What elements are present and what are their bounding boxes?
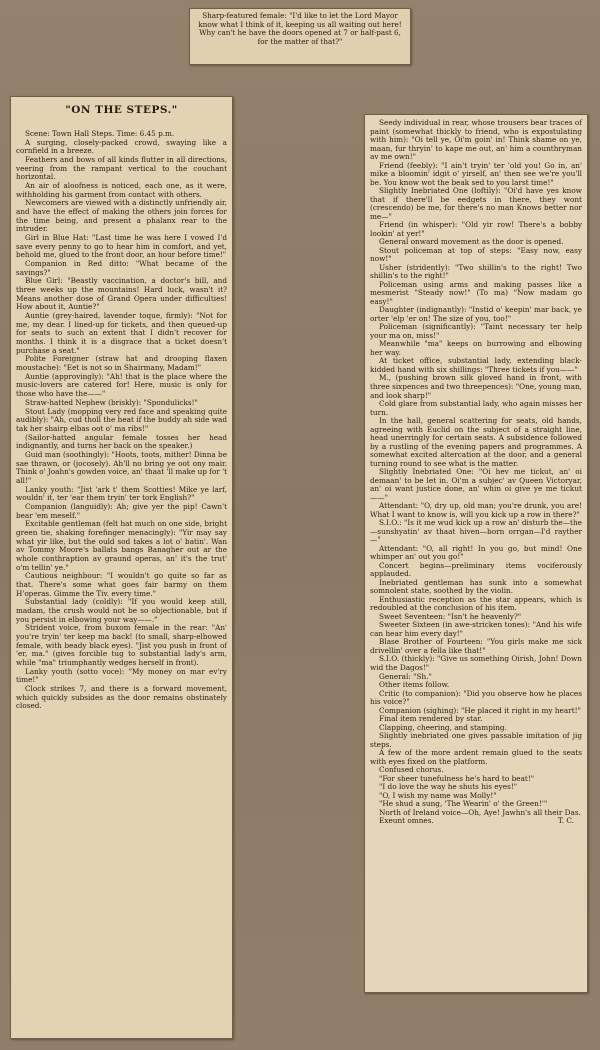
article-right-clipping — [364, 114, 588, 993]
paragraph: Policeman (significantly): "Taint necessary ter help your ma on, miss!" — [370, 322, 582, 340]
paragraph: Guid man (soothingly): "Hoots, toots, mither! Dinna be sae thrawn, or (jocosely). Ah'll no bring ye oot ony mair. Think o' Joahn's gowden voice, an' thaat 'll make up for 't all!" — [16, 449, 227, 485]
paragraph: Friend (in whisper): "Old yir row! There's a bobby lookin' at yer!" — [370, 220, 582, 238]
paragraph: "He shud a sung, 'The Wearin' o' the Green!'" — [379, 799, 548, 809]
paragraph: Inebriated gentleman has sunk into a somewhat somnolent state, soothed by the violin. — [370, 577, 582, 596]
top-clipping — [189, 8, 411, 65]
paragraph: Daughter (indignantly): "Instid o' keepin' mar back, ye orter 'elp 'er on! The size of you, too!" — [370, 305, 582, 323]
paragraph: Final item rendered by star. — [379, 714, 483, 724]
paragraph: Sweet Seventeen: "Isn't he heavenly?" — [379, 611, 522, 621]
top-clipping-text: Sharp-featured female: "I'd like to let the Lord Mayor know what I think of it, keeping us all waiting out here! Why can't he have the doors opened at 7 or half-past 6, for the matter of that?" — [198, 11, 402, 46]
paragraph: Slightly inebriated one gives passable imitation of jig steps. — [370, 731, 582, 749]
paragraph: Clapping, cheering, and stamping. — [379, 722, 507, 732]
paragraph: Confused chorus. — [379, 765, 444, 775]
paragraph: "I do love the way he shuts his eyes!" — [379, 782, 518, 792]
paragraph: M., (pushing brown silk gloved hand in front, with three sixpences and two threepences): "One, young man, and look sharp!" — [370, 373, 582, 400]
paragraph: Blue Girl: "Beastly vaccination, a doctor's bill, and three weeks up the mountains! Hard luck, wasn't it? Means another dose of Grand Opera under difficulties! How about it, Auntie?" — [16, 276, 227, 312]
paragraph: Substantial lady (coldly): "If you would keep still, madam, the crush would not be so objectionable, but if you persist in elbowing your way——." — [16, 597, 227, 624]
paragraph: Scene: Town Hall Steps. Time: 6.45 p.m. — [25, 129, 175, 138]
article-left-clipping — [10, 96, 233, 1039]
paragraph: Slightly Inebriated One: "Oi hev me tickut, an' oi demaan' to be let in. Oi'm a subjec' av Queen Victoryar, an' oi want justice done, an' whin oi give ye me tickut——" — [370, 467, 582, 502]
paragraph: Concert begins—preliminary items vociferously applauded. — [370, 560, 582, 579]
paragraph: Companion (languidly): Ah; give yer the pip! Cawn't bear 'em meself." — [16, 501, 227, 520]
paragraph: Clock strikes 7, and there is a forward movement, which quickly subsides as the door remains obstinately closed. — [16, 684, 227, 711]
paragraph: Policeman using arms and making passes like a mesmerist "Steady now!" (To ma) "Now madam go easy!" — [370, 279, 582, 306]
paragraph: Other items follow. — [379, 680, 450, 690]
paragraph: Strident voice, from buxom female in the rear: "An' you're tryin' ter keep ma back! (to small, sharp-elbowed female, with beady black eyes). "Jist you push in front of 'er, ma." (gives forcible tug to substantial lady's arm, while "ma" triumphantly wedges herself in front). — [16, 623, 227, 667]
paragraph: Slightly Inebriated One (loftily): "Oi'd have yes know that if there'll be eedgets in there, they wont (crescendo) be me, for there's no man Knows better nor me—" — [370, 186, 582, 221]
paragraph: S.I.O.: "Is it me wud kick up a row an' disturb the—the—sunshyatin' av thaat hiven—born orrgan—I'd rayther—" — [370, 518, 582, 545]
signoff-row — [370, 817, 582, 826]
paragraph: Auntie (approvingly): "Ah! that is the place where the music-lovers are catered for! Here, music is only for those who have the——" — [16, 371, 227, 399]
paragraph: Attendant: "O, all right! In you go, but mind! One whimper an' out you go!" — [370, 543, 582, 562]
right-column-text — [370, 119, 582, 817]
paragraph: General: "Sh." — [379, 671, 432, 681]
article-title: "ON THE STEPS." — [65, 104, 178, 116]
author-initials: T. C. — [557, 816, 574, 826]
paragraph: Companion in Red ditto: "What became of the savings?" — [16, 259, 227, 277]
paragraph: General onward movement as the door is opened. — [379, 237, 564, 247]
paragraph: Cold glare from substantial lady, who again misses her turn. — [370, 399, 582, 417]
paragraph: Critic (to companion): "Did you observe how he places his voice?" — [370, 688, 582, 707]
paragraph: North of Ireland voice—Oh, Aye! Jawhn's all their Das. — [379, 807, 581, 817]
paragraph: Straw-hatted Nephew (briskly): "Spondulicks!" — [25, 397, 198, 407]
left-column-text — [16, 130, 227, 711]
paragraph: Sweeter Sixteen (in awe-stricken tones): "And his wife can hear him every day!" — [370, 620, 582, 638]
paragraph: A few of the more ardent remain glued to the seats with eyes fixed on the platform. — [370, 748, 582, 766]
paragraph: Lanky youth: "Jist 'ark t' them Scotties! Mike ye larf, wouldn' it, ter 'ear them tryin' ter tork English?" — [16, 484, 227, 503]
paragraph: Stout Lady (mopping very red face and speaking quite audibly): "Ah, cud tholl the heat if the buddy ah side wad tak her shairp elbas oot o' ma ribs!" — [16, 406, 227, 433]
paragraph: (Sailor-hatted angular female tosses her head indignantly, and turns her back on the speaker.) — [16, 432, 227, 451]
paragraph: Lanky youth (sotto voce): "My money on mar ev'ry time!" — [16, 666, 227, 685]
paragraph: Meanwhile "ma" keeps on burrowing and elbowing her way. — [370, 339, 582, 357]
paragraph: Companion (sighing): "He placed it right in my heart!" — [379, 705, 581, 715]
paragraph: Usher (stridently): "Two shillin's to the right! Two shillin's to the right!" — [370, 262, 582, 281]
paragraph: Blase Brother of Fourteen: "You girls make me sick drivellin' over a fella like that!" — [370, 637, 582, 655]
paragraph: Cautious neighbour: "I wouldn't go quite so far as that. There's some what goes fair barmy on them H'operas. Gimme the Tiv. every time." — [16, 571, 227, 598]
paragraph: Enthusiastic reception as the star appears, which is redoubled at the conclusion of his item. — [370, 594, 582, 613]
paragraph: A surging, closely-packed crowd, swaying like a cornfield in a breeze. — [16, 137, 227, 156]
paragraph: Friend (feebly): "I ain't tryin' ter 'old you! Go in, an' mike a bloomin' idgit o' yirself, an' then see we're you'll be. You know wot the beak sed to you larst time!" — [370, 160, 582, 187]
paragraph: At ticket office, substantial lady, extending black-kidded hand with six shillings: "Three tickets if you——" — [370, 356, 582, 374]
paragraph: "For sheer tunefulness he's hard to beat!" — [379, 773, 535, 783]
paragraph: In the hall, general scattering for seats, old hands, agreeing with Euclid on the subject of a straight line, head unerringly for certain seats. A subsidence followed by a rustling of the evening papers and programmes. A somewhat excited altercation at the door, and a general turning round to see what is the matter. — [370, 416, 582, 468]
paragraph: "O, I wish my name was Molly!" — [379, 790, 497, 800]
paragraph: Feathers and bows of all kinds flutter in all directions, veering from the rampant vertical to the couchant horizontal. — [16, 155, 227, 182]
closing-line: Exeunt omnes. — [379, 816, 434, 826]
paragraph: Newcomers are viewed with a distinctly unfriendly air, and have the effect of making the others join forces for the time being, and present a phalanx rear to the intruder. — [16, 198, 227, 234]
paragraph: Girl in Blue Hat: "Last time he was here I vowed I'd save every penny to go to hear him in comfort, and yet, behold me, glued to the front door, an hour before time!" — [16, 233, 227, 260]
paragraph: Excitable gentleman (felt hat much on one side, bright green tie, shaking forefinger menacingly): "Yir may say what yir like, but the ould sod takes a lot o' batin'. Wan av Tommy Moore's ballats bangs Banagher out ar the whole conthraption av graund operas, an' it's the trut' o'm tellin' ye." — [16, 519, 227, 572]
paragraph: Auntie (grey-haired, lavender toque, firmly): "Not for me, my dear. I lined-up for tickets, and then queued-up for seats to such an extent that I didn't recover for months. I think it is a disgrace that a ticket doesn't purchase a seat." — [16, 311, 227, 355]
paragraph: An air of aloofness is noticed, each one, as it were, withholding his garment from contact with others. — [16, 181, 227, 199]
paragraph: Attendant: "O, dry up, old man; you're drunk, you are! What I want to know is, will you kick up a row in there?" — [370, 501, 582, 519]
paragraph: Polite Foreigner (straw hat and drooping flaxen moustache): "Eet is not so in Shairmany, Madam!" — [16, 354, 227, 373]
paragraph: Stout policeman at top of steps: "Easy now, easy now!" — [370, 245, 582, 264]
paragraph: S.I.O. (thickly): "Give us something Oirish, John! Down wid the Dagos!" — [370, 654, 582, 672]
paragraph: Seedy individual in rear, whose trousers bear traces of paint (somewhat thickly to friend, who is expostulating with him): "Oi tell ye, Oi'm goin' in! Think shame on ye, maan, fur thryin' to kape me out, an' him a counthryman av me own!" — [370, 118, 582, 162]
